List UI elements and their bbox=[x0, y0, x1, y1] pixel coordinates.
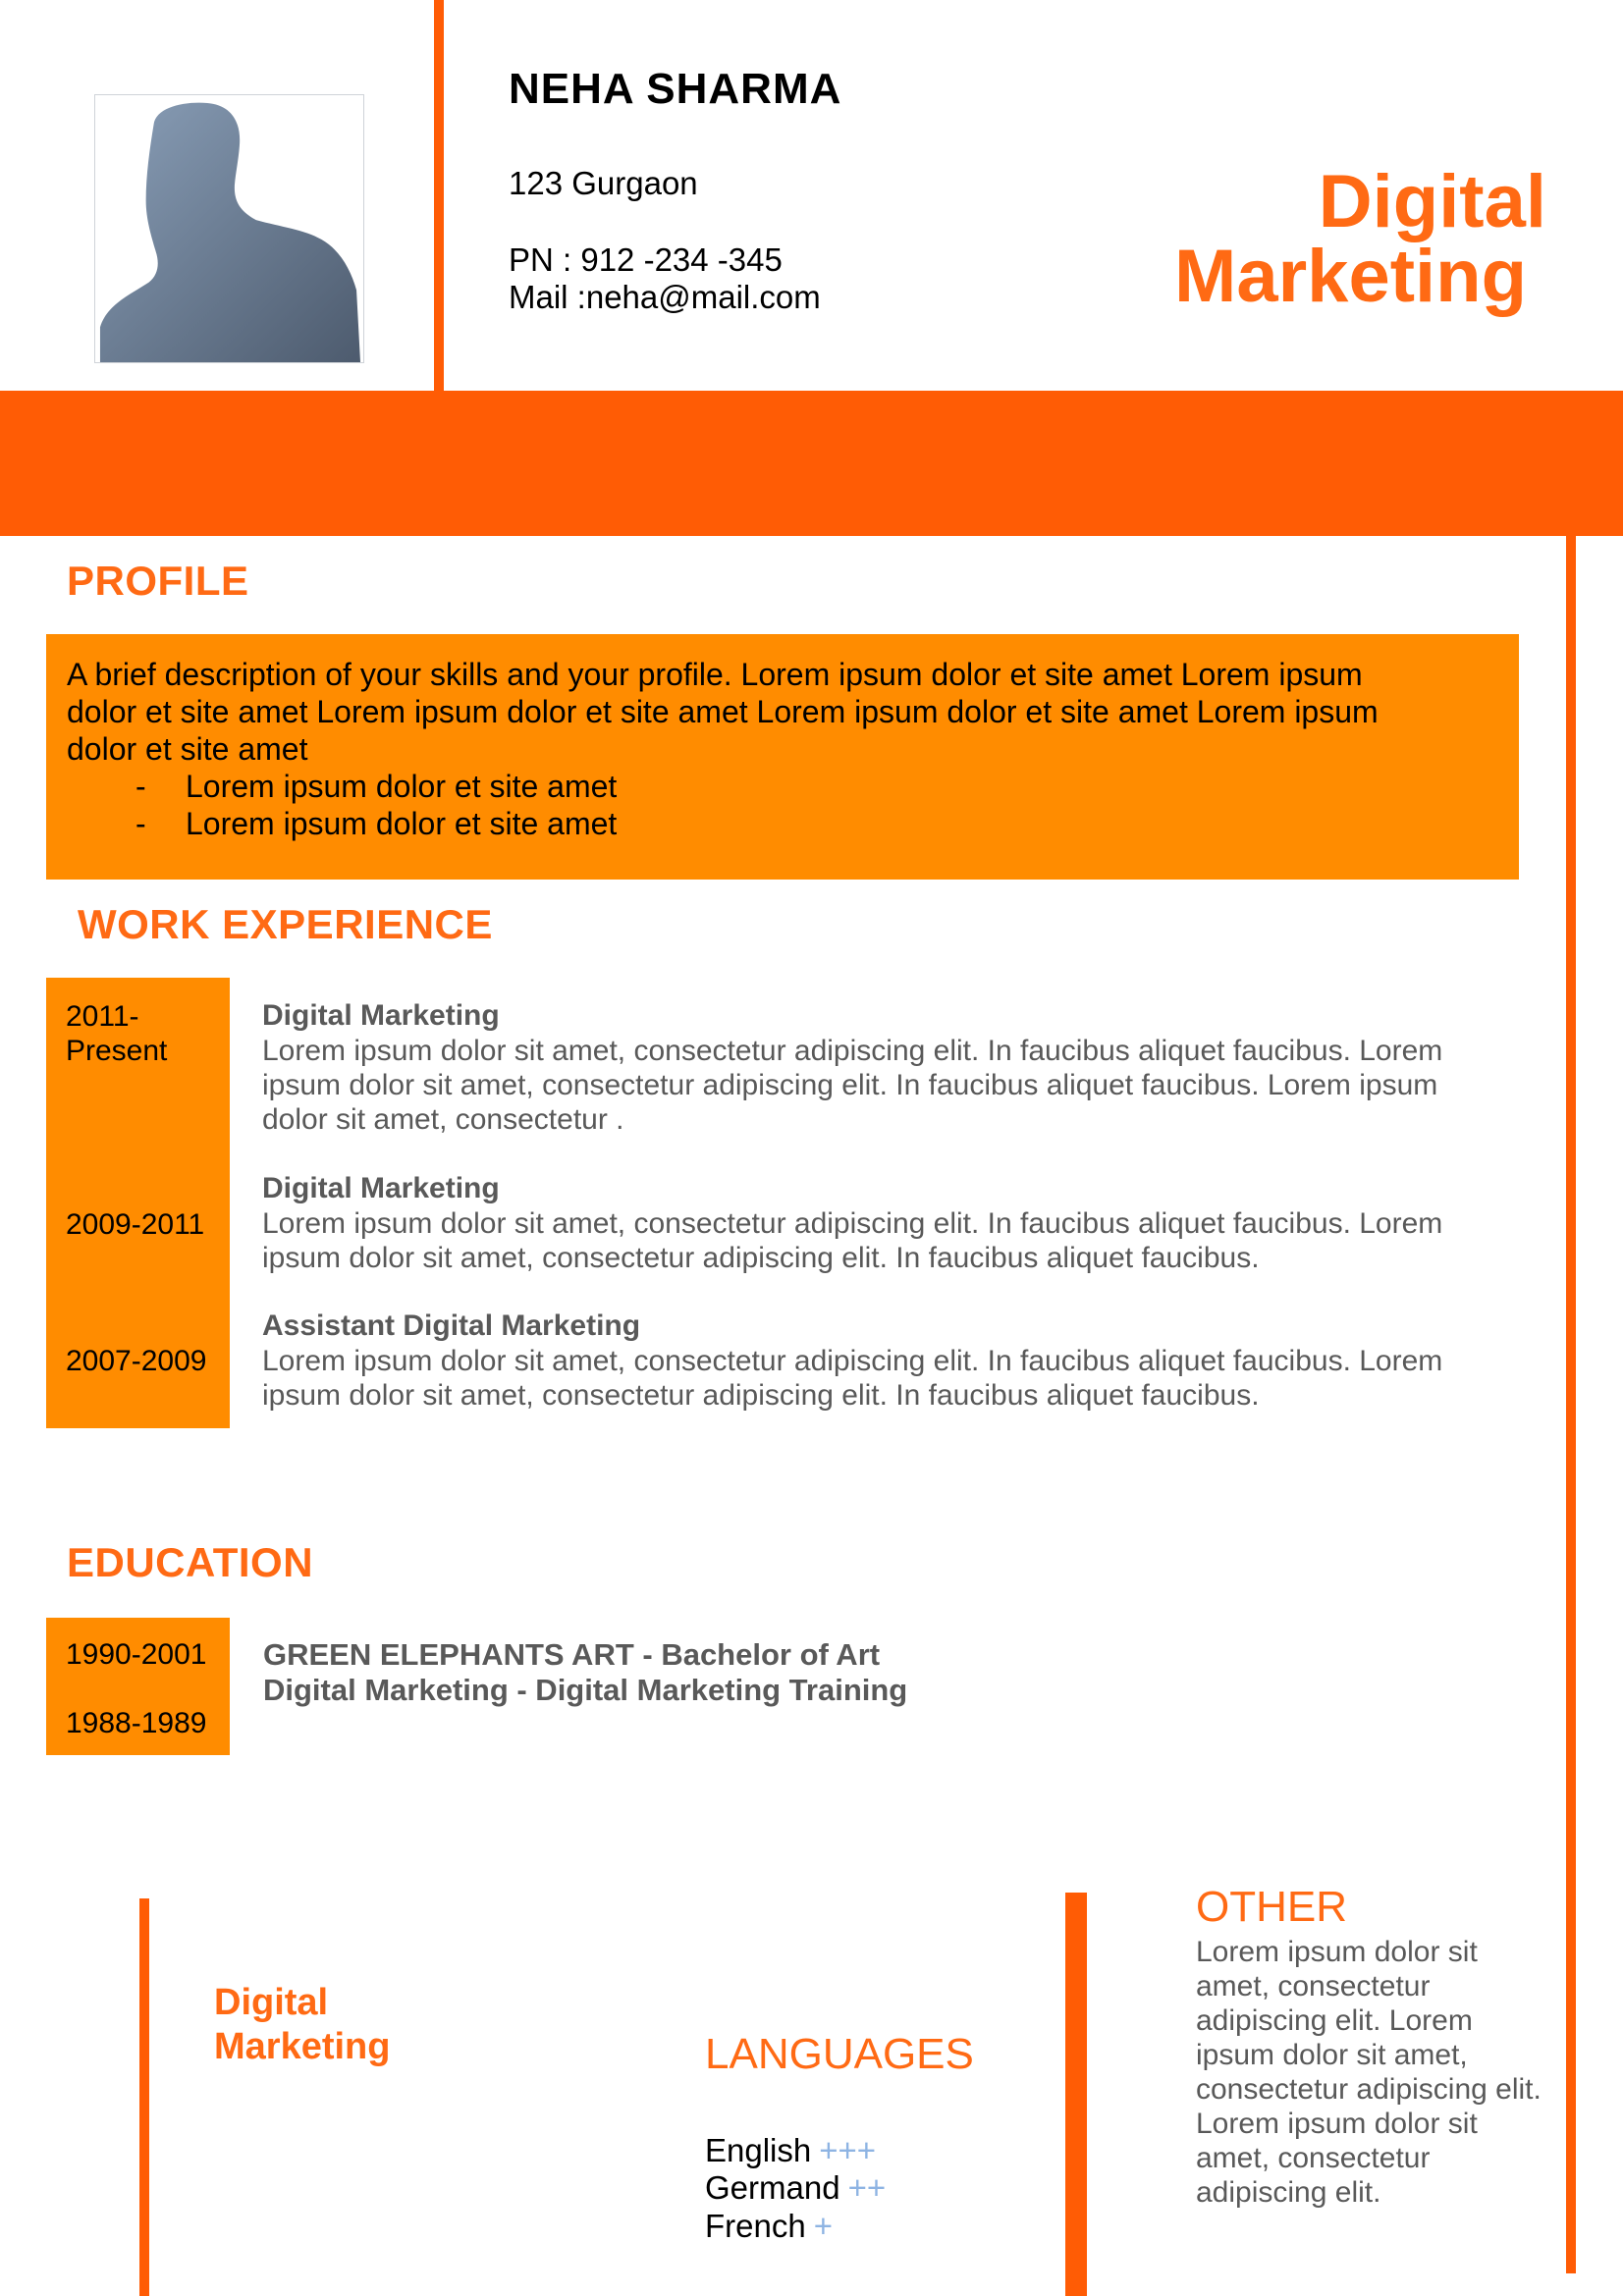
phone-text: PN : 912 -234 -345 bbox=[509, 241, 783, 278]
header-banner bbox=[0, 391, 1623, 536]
role-title-line2: Marketing bbox=[1174, 235, 1527, 318]
candidate-name: NEHA SHARMA bbox=[509, 65, 842, 113]
profile-bullet: - Lorem ipsum dolor et site amet bbox=[67, 768, 1498, 805]
education-entry: Digital Marketing - Digital Marketing Training bbox=[263, 1673, 908, 1707]
profile-box bbox=[46, 634, 1519, 880]
profile-line: A brief description of your skills and your profile. Lorem ipsum dolor et site amet Lorem ipsum bbox=[67, 657, 1363, 692]
language-level: ++ bbox=[847, 2169, 887, 2206]
role-title bbox=[1095, 160, 1546, 318]
language-item: English +++ bbox=[705, 2132, 877, 2168]
address-text: 123 Gurgaon bbox=[509, 165, 698, 201]
person-silhouette-icon bbox=[95, 95, 363, 362]
languages-heading: LANGUAGES bbox=[705, 2030, 974, 2078]
job-description: Lorem ipsum dolor sit amet, consectetur adipiscing elit. In faucibus aliquet faucibus. Lorem ipsum dolor sit amet, consectetur adipiscing elit. In faucibus aliquet faucibus. bbox=[262, 1345, 1443, 1412]
education-entry: GREEN ELEPHANTS ART - Bachelor of Art bbox=[263, 1637, 881, 1672]
right-edge-bar bbox=[1566, 536, 1576, 2273]
role-title-line1: Digital bbox=[1318, 160, 1546, 243]
profile-photo bbox=[94, 94, 364, 363]
work-date: 2011- Present bbox=[66, 1000, 168, 1067]
work-date: 2009-2011 bbox=[66, 1208, 205, 1241]
education-date: 1990-2001 bbox=[66, 1638, 207, 1671]
education-date: 1988-1989 bbox=[66, 1707, 207, 1739]
other-text: Lorem ipsum dolor sit amet, consectetur adipiscing elit. Lorem ipsum dolor sit amet, consectetur adipiscing elit. Lorem ipsum dolor sit amet, consectetur adipiscing elit. bbox=[1196, 1936, 1542, 2209]
footer-right-bar bbox=[1065, 1893, 1087, 2296]
work-heading: WORK EXPERIENCE bbox=[78, 901, 493, 947]
work-date: 2007-2009 bbox=[66, 1345, 207, 1377]
profile-line: dolor et site amet bbox=[67, 731, 308, 767]
email-text: Mail :neha@mail.com bbox=[509, 279, 821, 315]
job-description: Lorem ipsum dolor sit amet, consectetur adipiscing elit. In faucibus aliquet faucibus. Lorem ipsum dolor sit amet, consectetur adipiscing elit. In faucibus aliquet faucibus. bbox=[262, 1207, 1443, 1274]
job-title: Digital Marketing bbox=[262, 1172, 500, 1204]
profile-line: dolor et site amet Lorem ipsum dolor et site amet Lorem ipsum dolor et site amet Lorem ipsum bbox=[67, 694, 1379, 729]
other-heading: OTHER bbox=[1196, 1883, 1347, 1931]
header-divider-bar bbox=[434, 0, 444, 391]
footer-left-bar bbox=[139, 1898, 149, 2296]
language-item: Germand ++ bbox=[705, 2169, 887, 2206]
footer-title: Digital Marketing bbox=[214, 1982, 391, 2067]
job-title: Digital Marketing bbox=[262, 999, 500, 1032]
language-level: +++ bbox=[819, 2132, 877, 2168]
profile-heading: PROFILE bbox=[67, 558, 249, 604]
profile-bullet: - Lorem ipsum dolor et site amet bbox=[67, 805, 1498, 842]
education-heading: EDUCATION bbox=[67, 1539, 314, 1585]
job-title: Assistant Digital Marketing bbox=[262, 1309, 641, 1342]
job-description: Lorem ipsum dolor sit amet, consectetur adipiscing elit. In faucibus aliquet faucibus. Lorem ipsum dolor sit amet, consectetur adipiscing elit. In faucibus aliquet faucibus. Lorem ipsum dolor sit amet, consectetur . bbox=[262, 1035, 1443, 1136]
language-level: + bbox=[813, 2208, 833, 2244]
language-item: French + bbox=[705, 2208, 833, 2244]
